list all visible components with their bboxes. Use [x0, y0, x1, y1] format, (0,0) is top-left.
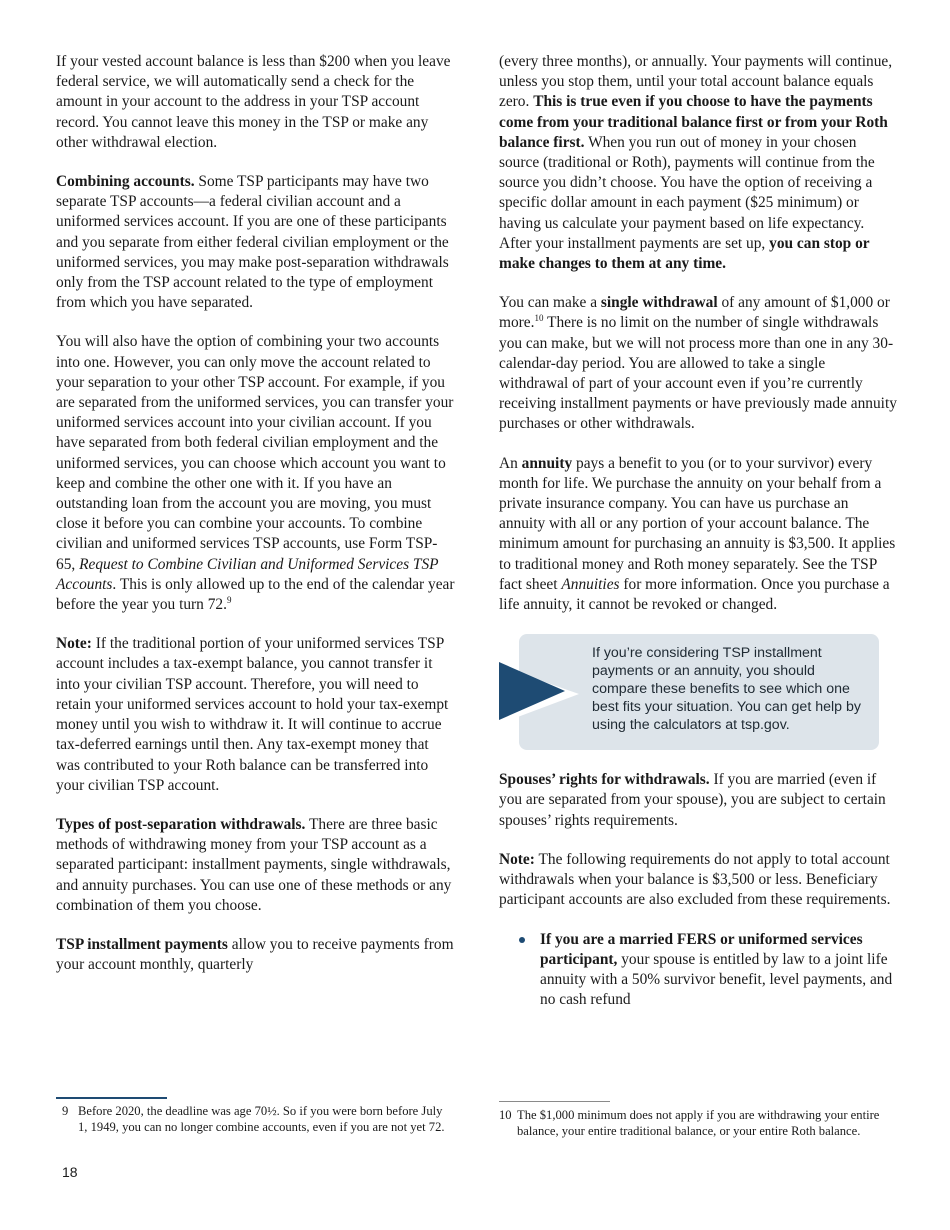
footnote-9	[62, 1104, 454, 1136]
footnote-number: 9	[62, 1104, 69, 1118]
right-column	[499, 52, 897, 1010]
footnote-number: 10	[499, 1108, 512, 1122]
note-label: Note:	[499, 850, 535, 868]
page-number: 18	[62, 1164, 78, 1180]
paragraph-combining-option: You will also have the option of combining your two accounts into one. However, you can only move the account related to your separation to your other TSP account. For example, if you are separated from the uniformed services, you can transfer your uniformed services account into your civilian account. If you have separated from both federal civilian employment and the uniformed services, you can choose which account you want to keep and combine the other one with it. If you have an outstanding loan from the account you are moving, you must close it before you can combine your accounts. To combine civilian and uniformed services TSP accounts, use Form TSP-65, Request to Combine Civilian and Uniformed Services TSP Accounts. This is only allowed up to the end of the calendar year before the year you turn 72.$^9$	[56, 333, 455, 614]
callout-tip	[499, 634, 897, 750]
paragraph-spouses-rights: Spouses’ rights for withdrawals. If you are married (even if you are separated from your spouse), you are subject to certain spouses’ rights requirements.	[499, 771, 886, 829]
footnote-text: Before 2020, the deadline was age 70½. So if you were born before July 1, 1949, you can no longer combine accounts, even if you are not yet 72.	[78, 1104, 445, 1134]
arrow-right-icon	[499, 662, 579, 724]
bullet-list	[499, 930, 897, 1011]
left-column	[56, 52, 456, 994]
paragraph-installment-continued: (every three months), or annually. Your payments will continue, unless you stop them, until your total account balance equals zero. This is true even if you choose to have the payments come from your traditional balance first or from your Roth balance first. When you run out of money in your chosen source (traditional or Roth), payments will continue from the source you didn’t choose. You have the option of receiving a specific dollar amount in each payment ($25 minimum) or having us calculate your payment based on life expectancy. After your installment payments are set up, you can stop or make changes to them at any time.	[499, 53, 893, 273]
paragraph-note-tax-exempt: Note: If the traditional portion of your uniformed services TSP account includes a tax-exempt balance, you cannot transfer it into your civilian TSP account. Therefore, you will need to retain your uniformed services account to hold your tax-exempt money until you wish to withdraw it. It will continue to accrue tax-deferred earnings until then. Any tax-exempt money that was contributed to your Roth balance can be transferred into your civilian TSP account.	[56, 635, 449, 794]
heading-spouses-rights: Spouses’ rights for withdrawals.	[499, 771, 710, 789]
paragraph-installment-payments: TSP installment payments allow you to receive payments from your account monthly, quarterly	[56, 935, 454, 974]
fact-sheet-title: Annuities	[561, 575, 620, 593]
term-annuity: annuity	[521, 454, 573, 472]
paragraph-combining-accounts: Combining accounts. Some TSP participants may have two separate TSP accounts—a federal civilian account and a uniformed services account. If you are one of these participants and you separate from either federal civilian employment or the uniformed services, you may make post-separation withdrawals only from the TSP account related to the type of employment from which you have separated.	[56, 173, 449, 312]
heading-combining-accounts: Combining accounts.	[56, 173, 195, 191]
footnote-divider	[499, 1101, 610, 1102]
footnote-divider	[56, 1097, 167, 1099]
paragraph-single-withdrawal: You can make a single withdrawal of any amount of $1,000 or more.$^{10}$ There is no limit on the number of single withdrawals you can make, but we will not process more than one in any 30-calendar-day period. You are allowed to take a single withdrawal of part of your account even if you’re currently receiving installment payments or have previously made annuity purchases or other withdrawals.	[499, 294, 897, 433]
footnote-ref-10: 10	[534, 313, 544, 324]
footnote-text: The $1,000 minimum does not apply if you are withdrawing your entire balance, your entire traditional balance, or your entire Roth balance.	[517, 1108, 880, 1138]
paragraph-withdrawal-types: Types of post-separation withdrawals. There are three basic methods of withdrawing money from your TSP account as a separated participant: installment payments, single withdrawals, and annuity purchases. You can use one of these methods or any combination of them you choose.	[56, 815, 452, 914]
list-item: If you are a married FERS or uniformed services participant, your spouse is entitled by law to a joint life annuity with a 50% survivor benefit, level payments, and no cash refund	[499, 930, 897, 1011]
term-single-withdrawal: single withdrawal	[600, 294, 718, 312]
paragraph-note-requirements: Note: The following requirements do not apply to total account withdrawals when your balance is $3,500 or less. Beneficiary participant accounts are also excluded from these requirements.	[499, 850, 891, 909]
footnote-10	[499, 1108, 889, 1140]
callout-text: If you’re considering TSP installment payments or an annuity, you should compare these benefits to see which one best fits your situation. You can get help by using the calculators at tsp.gov.	[592, 645, 861, 734]
bullet-icon	[519, 937, 525, 943]
form-title: Request to Combine Civilian and Uniformed Services TSP Accounts	[56, 555, 439, 593]
footnote-ref-9: 9	[226, 594, 232, 605]
paragraph-vested-balance: If your vested account balance is less than $200 when you leave federal service, we will automatically send a check for the amount in your account to the address in your TSP account record. You cannot leave this money in the TSP or make any other withdrawal election.	[56, 53, 451, 151]
heading-withdrawal-types: Types of post-separation withdrawals.	[56, 815, 306, 833]
term-installment-payments: TSP installment payments	[56, 935, 228, 953]
note-label: Note:	[56, 635, 92, 653]
paragraph-annuity: An annuity pays a benefit to you (or to your survivor) every month for life. We purchase the annuity on your behalf from a private insurance company. You can have us purchase an annuity with all or any portion of your account balance. The minimum amount for purchasing an annuity is $3,500. It applies to traditional money and Roth money separately. See the TSP fact sheet Annuities for more information. Once you purchase a life annuity, it cannot be revoked or changed.	[499, 454, 896, 614]
